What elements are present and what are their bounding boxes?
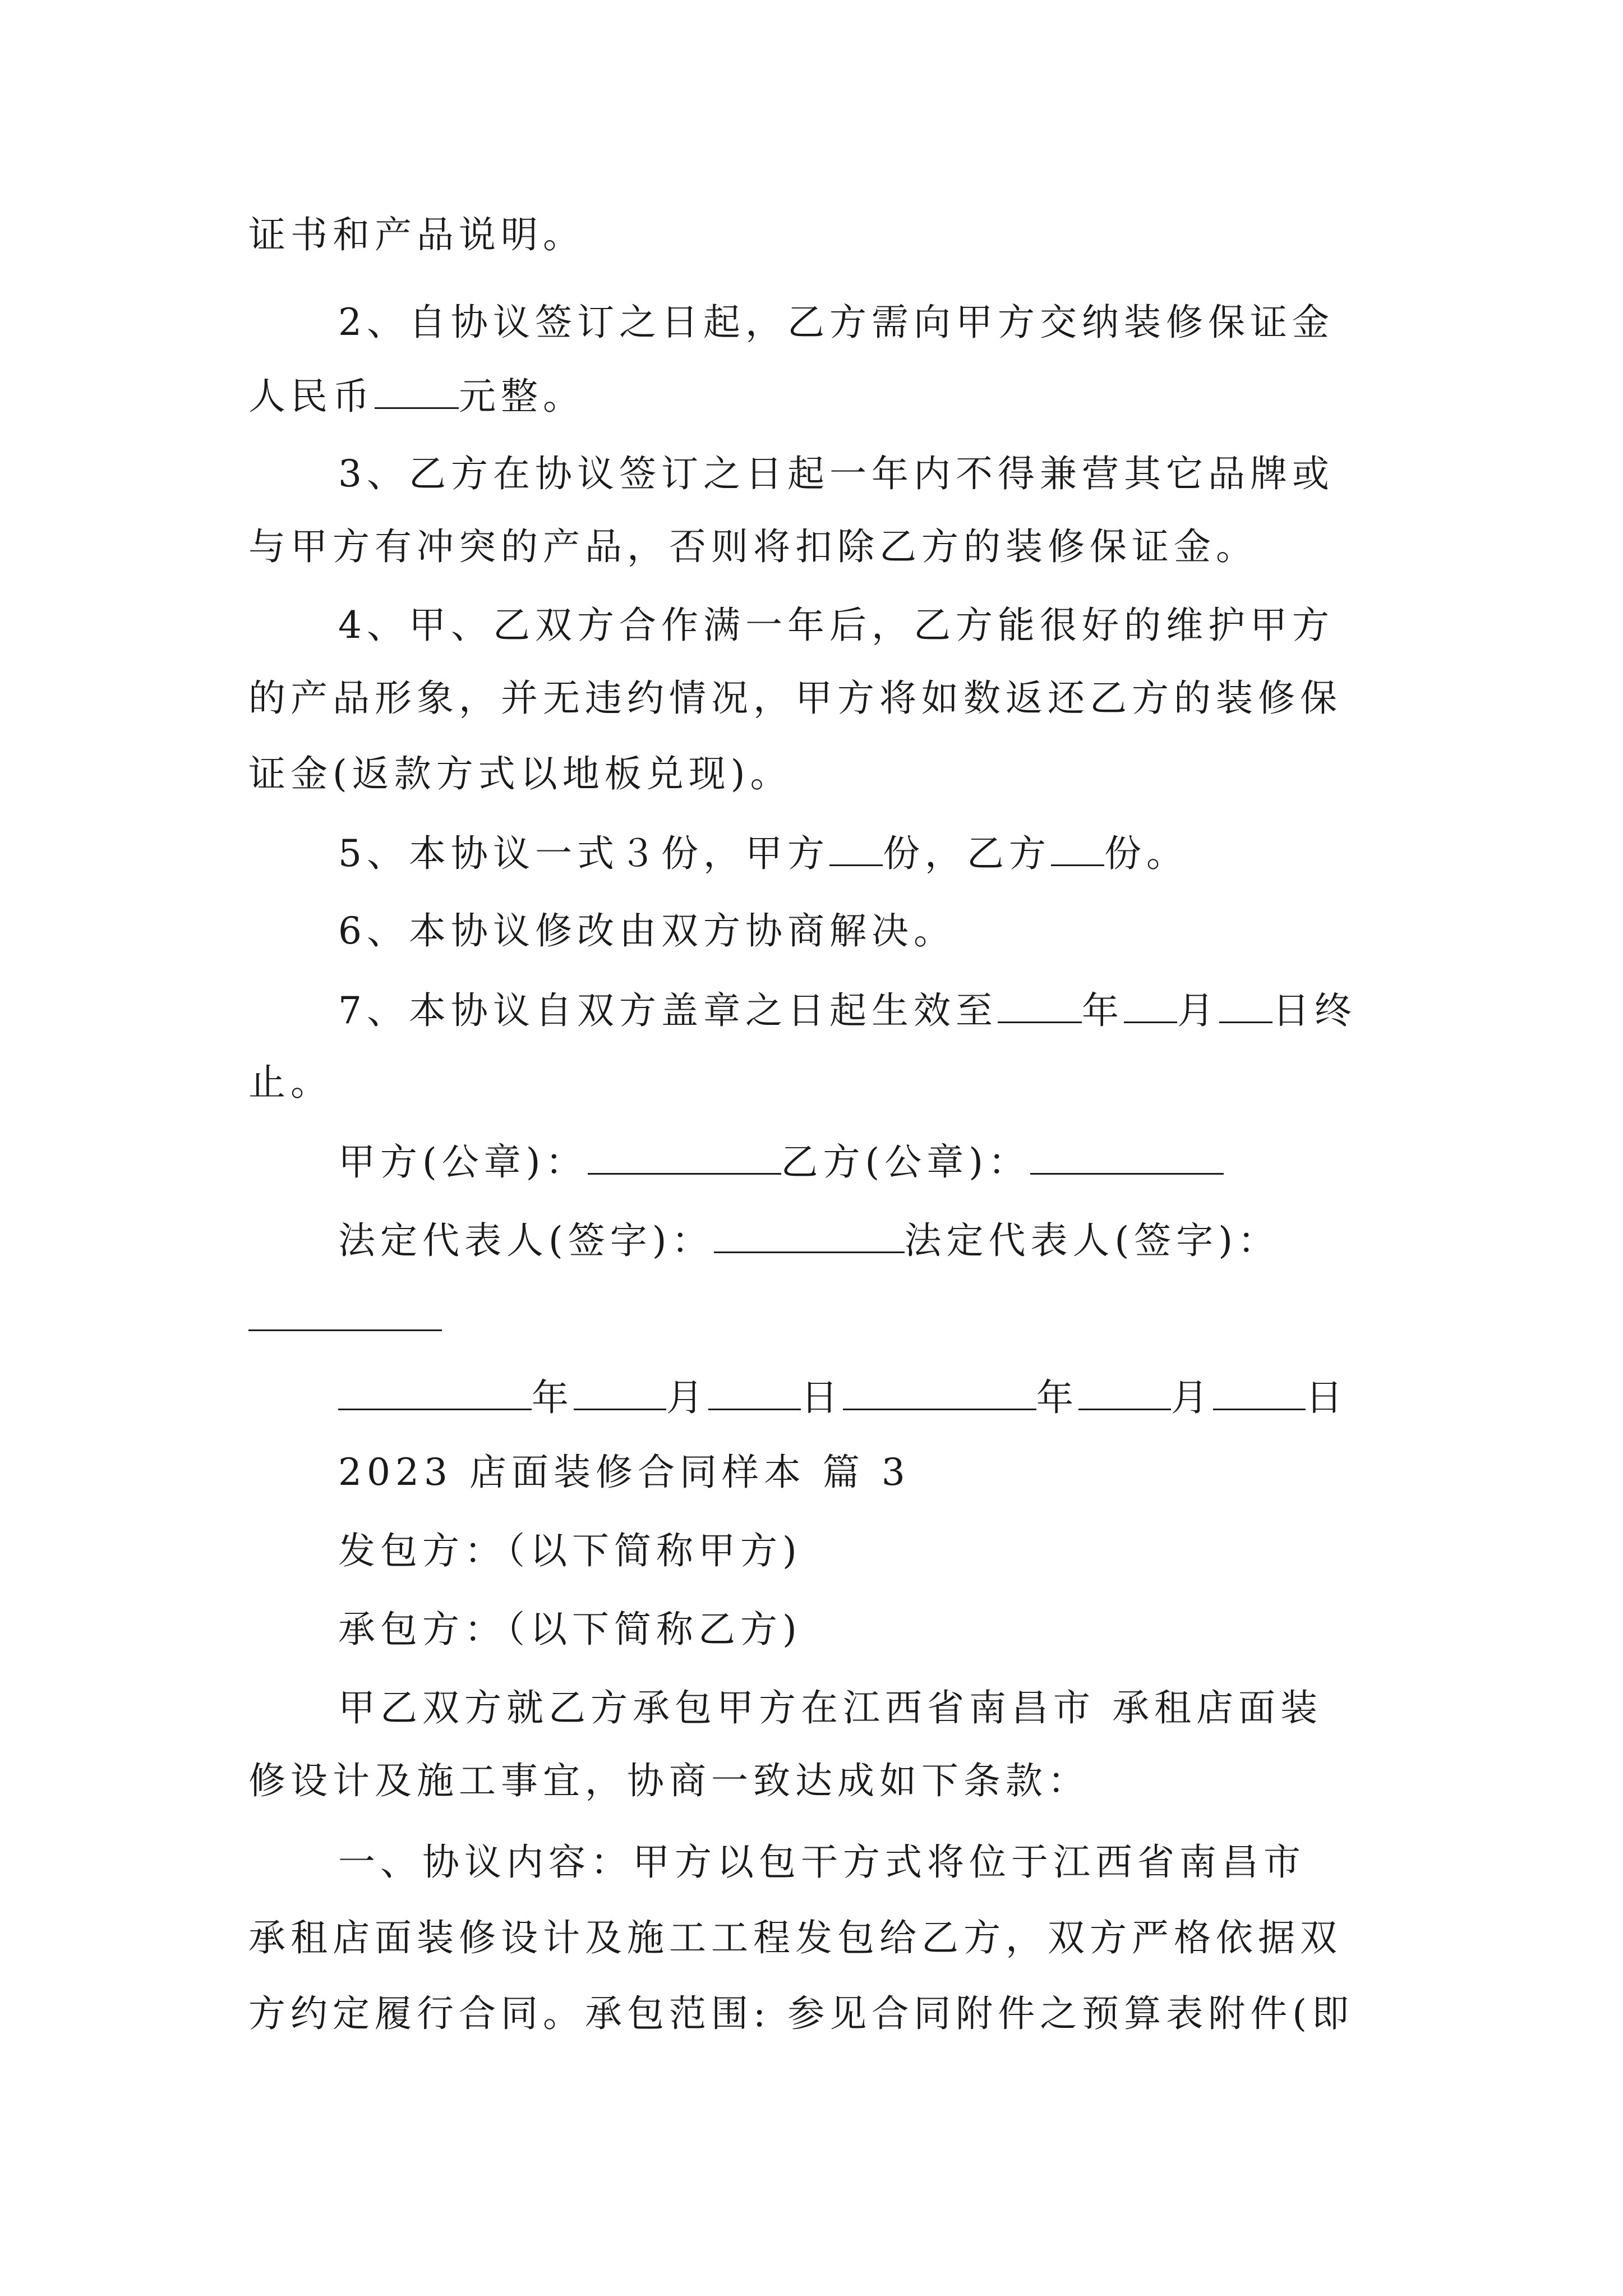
date-line bbox=[338, 1372, 1348, 1423]
line-text: 承包方：（以下简称乙方) bbox=[338, 1608, 802, 1651]
line-text: 年 bbox=[1036, 1376, 1078, 1419]
fill-blank bbox=[588, 1136, 781, 1175]
line-text: 月 bbox=[1171, 1376, 1213, 1419]
line-text: 证书和产品说明。 bbox=[248, 213, 585, 256]
line-text: 人民币 bbox=[248, 375, 375, 418]
text-line bbox=[248, 1756, 1090, 1806]
fill-blank bbox=[574, 1372, 666, 1410]
line-text: 元整。 bbox=[459, 375, 585, 418]
line-text: 法定代表人(签字)： bbox=[338, 1219, 714, 1262]
line-text: 甲乙双方就乙方承包甲方在江西省南昌市 承租店面装 bbox=[338, 1686, 1322, 1729]
text-line bbox=[248, 749, 792, 799]
line-text: 证金(返款方式以地板兑现)。 bbox=[248, 752, 792, 795]
text-line bbox=[338, 297, 1334, 348]
signature-blank-rule bbox=[248, 1329, 442, 1331]
text-line bbox=[248, 210, 585, 260]
text-line bbox=[338, 1683, 1322, 1733]
line-text: 4、甲、乙双方合作满一年后，乙方能很好的维护甲方 bbox=[338, 604, 1334, 647]
fill-blank bbox=[1124, 984, 1177, 1023]
text-line bbox=[248, 673, 1342, 724]
fill-blank bbox=[375, 370, 459, 409]
fill-blank bbox=[1219, 984, 1272, 1023]
fill-blank bbox=[843, 1372, 1036, 1410]
text-line bbox=[248, 1057, 333, 1108]
signature-line bbox=[338, 1136, 1224, 1188]
line-text: 止。 bbox=[248, 1061, 333, 1104]
line-text: 日终 bbox=[1272, 989, 1357, 1032]
line-text: 份。 bbox=[1104, 832, 1188, 875]
line-text: 与甲方有冲突的产品，否则将扣除乙方的装修保证金。 bbox=[248, 525, 1258, 568]
line-text: 年 bbox=[1082, 989, 1124, 1032]
line-text: 修设计及施工事宜，协商一致达成如下条款： bbox=[248, 1759, 1090, 1802]
line-text: 6、本协议修改由双方协商解决。 bbox=[338, 909, 956, 953]
fill-blank bbox=[1030, 1136, 1224, 1175]
line-text: 日 bbox=[801, 1376, 843, 1419]
fill-blank bbox=[1051, 827, 1104, 866]
section-heading bbox=[338, 1447, 910, 1498]
text-line bbox=[338, 600, 1334, 651]
text-line bbox=[338, 1604, 802, 1655]
text-line bbox=[338, 449, 1334, 499]
line-text: 份，乙方 bbox=[883, 832, 1051, 875]
text-line bbox=[338, 984, 1357, 1036]
text-line bbox=[338, 1837, 1306, 1888]
text-line bbox=[248, 370, 585, 422]
text-line bbox=[338, 827, 1188, 879]
line-text: 7、本协议自双方盖章之日起生效至 bbox=[338, 989, 998, 1032]
line-text: 承租店面装修设计及施工工程发包给乙方，双方严格依据双 bbox=[248, 1916, 1342, 1959]
line-text: 月 bbox=[666, 1376, 708, 1419]
fill-blank bbox=[714, 1214, 905, 1253]
signature-line bbox=[338, 1214, 1280, 1266]
line-text: 日 bbox=[1306, 1376, 1348, 1419]
line-text: 5、本协议一式３份，甲方 bbox=[338, 832, 829, 875]
fill-blank bbox=[338, 1372, 532, 1410]
line-text: 月 bbox=[1177, 989, 1219, 1032]
line-text: 2023 店面装修合同样本 篇 3 bbox=[338, 1451, 910, 1494]
text-line bbox=[248, 1989, 1354, 2039]
line-text: 甲方(公章)： bbox=[338, 1140, 588, 1184]
line-text: 乙方(公章)： bbox=[781, 1140, 1030, 1184]
fill-blank bbox=[1213, 1372, 1306, 1410]
line-text: 的产品形象，并无违约情况，甲方将如数返还乙方的装修保 bbox=[248, 677, 1342, 720]
line-text: 2、自协议签订之日起，乙方需向甲方交纳装修保证金 bbox=[338, 301, 1334, 344]
fill-blank bbox=[998, 984, 1082, 1023]
line-text: 一、协议内容：甲方以包干方式将位于江西省南昌市 bbox=[338, 1841, 1306, 1884]
text-line bbox=[248, 522, 1258, 572]
line-text: 发包方：（以下简称甲方) bbox=[338, 1529, 802, 1572]
text-line bbox=[248, 1913, 1342, 1963]
fill-blank bbox=[708, 1372, 801, 1410]
line-text: 方约定履行合同。承包范围: 参见合同附件之预算表附件(即 bbox=[248, 1992, 1354, 2035]
line-text: 3、乙方在协议签订之日起一年内不得兼营其它品牌或 bbox=[338, 452, 1334, 495]
fill-blank bbox=[829, 827, 883, 866]
text-line bbox=[338, 1526, 802, 1576]
text-line bbox=[338, 906, 956, 956]
fill-blank bbox=[1078, 1372, 1171, 1410]
line-text: 年 bbox=[532, 1376, 574, 1419]
line-text: 法定代表人(签字)： bbox=[904, 1219, 1280, 1262]
